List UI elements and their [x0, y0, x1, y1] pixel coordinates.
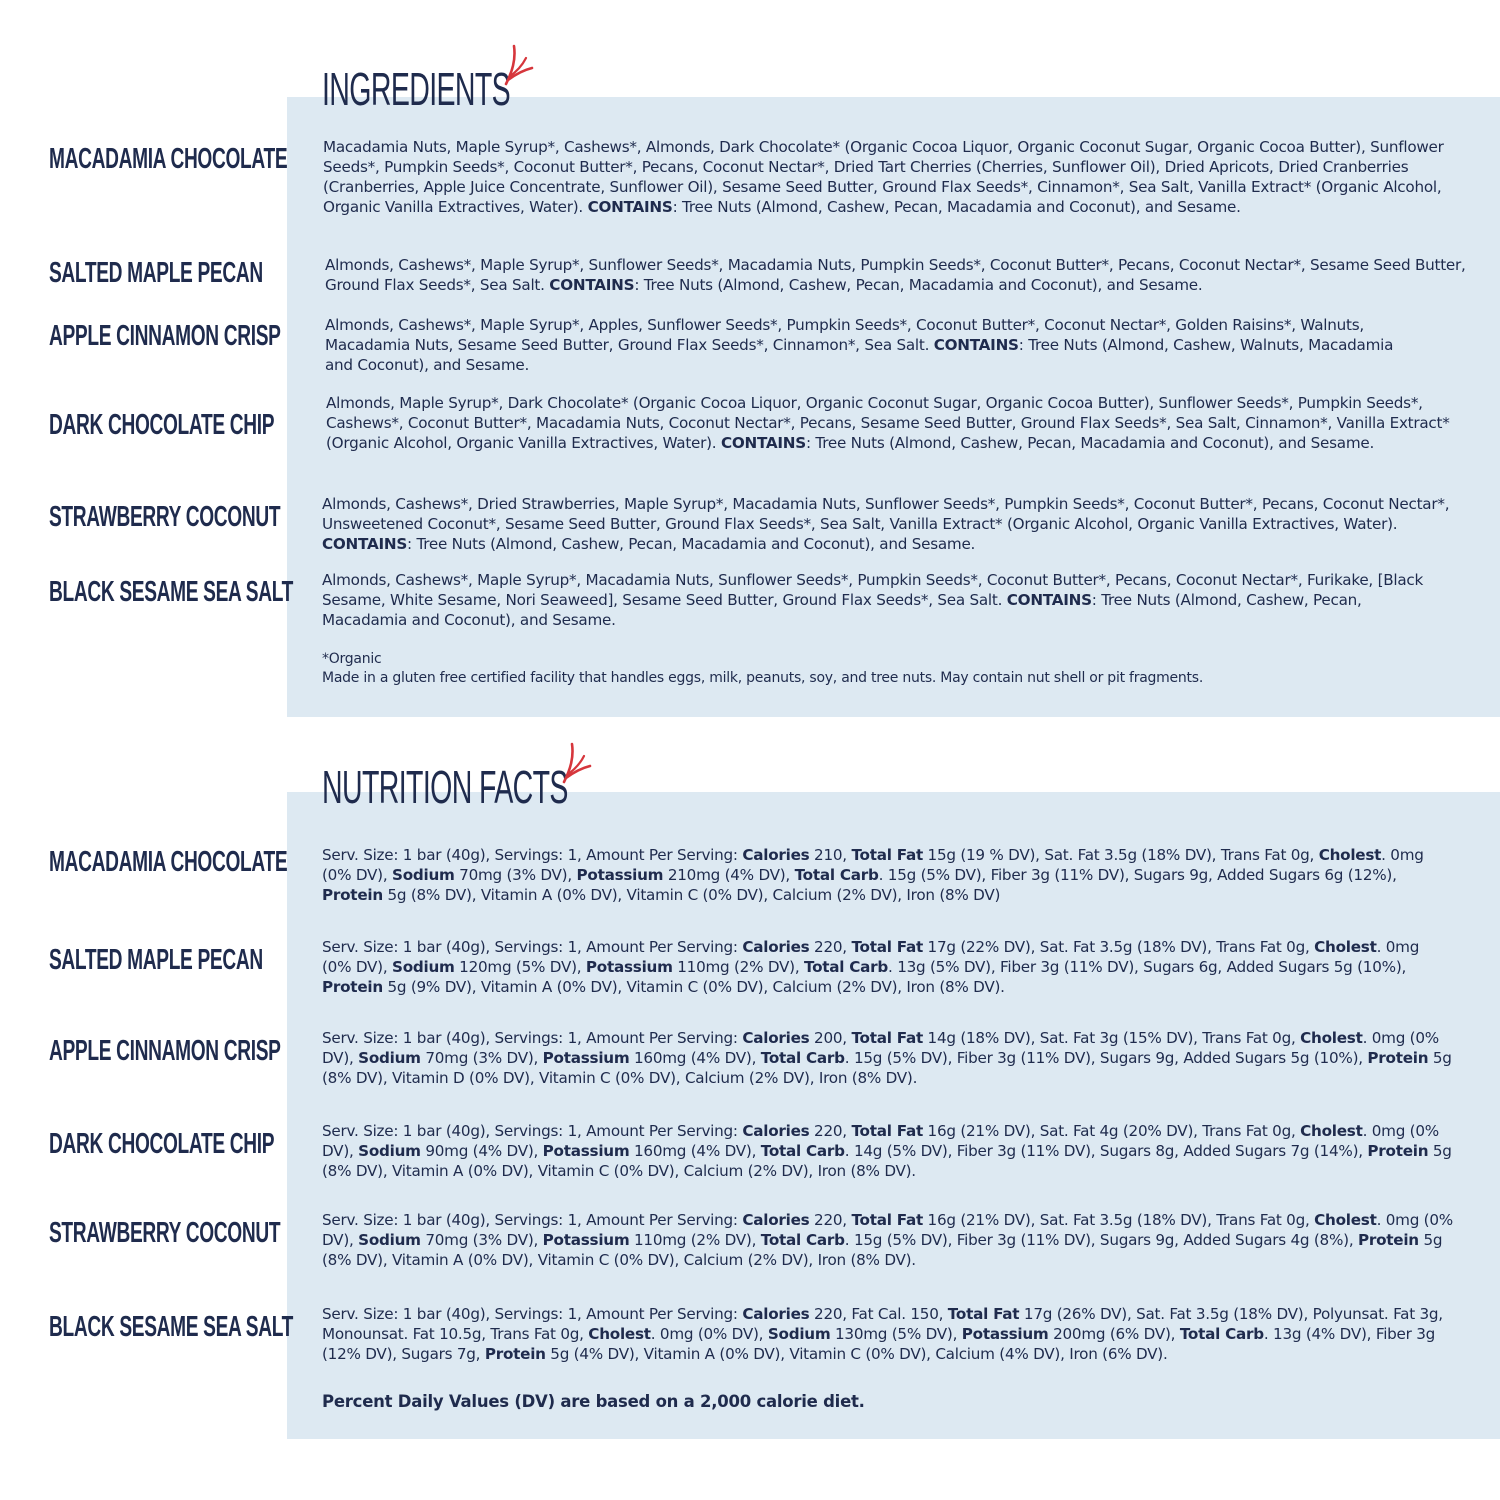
nutrient-value: . 15g (5% DV), Fiber 3g (11% DV), Sugars 9g, Added Sugars 6g (12%), — [878, 866, 1397, 884]
nutrient-value: . 14g (5% DV), Fiber 3g (11% DV), Sugars 8g, Added Sugars 7g (14%), — [844, 1142, 1368, 1160]
nutrient-label: Calories — [742, 1029, 810, 1047]
nutrition-title: NUTRITION FACTS — [322, 761, 568, 813]
ingredients-text: Almonds, Cashews*, Maple Syrup*, Apples, Sunflower Seeds*, Pumpkin Seeds*, Coconut Butter*, Coconut Nectar*, Golden Raisins*, Walnuts, Macadamia Nuts, Sesame Seed Butter, Ground Flax Seeds*, Cinnamon*, Sea Salt. CONTAINS: Tree Nuts (Almond, Cashew, Walnuts, Macadamia and Coconut), and Sesame. — [325, 316, 1394, 374]
nutrition-flavor-name: SALTED MAPLE PECAN — [49, 944, 263, 976]
nutrient-value: Serv. Size: 1 bar (40g), Servings: 1, Amount Per Serving: — [322, 1122, 743, 1140]
nutrient-label: Cholest — [1318, 846, 1382, 864]
nutrient-value: 70mg (3% DV), — [420, 1049, 543, 1067]
nutrient-value: Serv. Size: 1 bar (40g), Servings: 1, Amount Per Serving: — [322, 938, 743, 956]
flourish-icon — [500, 44, 534, 88]
nutrient-label: Potassium — [585, 958, 673, 976]
nutrient-value: 17g (26% DV), Sat. Fat 3.5g (18% DV), Polyunsat. Fat 3g, Monounsat. Fat 10.5g, Trans Fat 0g, — [322, 1305, 1443, 1343]
nutrient-label: Calories — [742, 846, 810, 864]
nutrition-text — [322, 937, 1452, 997]
nutrient-label: Total Carb — [760, 1231, 845, 1249]
nutrient-value: . 15g (5% DV), Fiber 3g (11% DV), Sugars 9g, Added Sugars 5g (10%), — [844, 1049, 1368, 1067]
nutrient-value: 70mg (3% DV), — [420, 1231, 543, 1249]
nutrient-value: 16g (21% DV), Sat. Fat 3.5g (18% DV), Trans Fat 0g, — [922, 1211, 1315, 1229]
nutrient-value: 210, — [809, 846, 852, 864]
facility-note: Made in a gluten free certified facility that handles eggs, milk, peanuts, soy, and tree nuts. May contain nut shell or pit fragments. — [322, 670, 1204, 686]
ingredients-footnote — [322, 650, 1472, 688]
nutrition-text — [322, 1304, 1472, 1364]
nutrient-label: Calories — [742, 1305, 810, 1323]
ingredients-text: Almonds, Maple Syrup*, Dark Chocolate* (Organic Cocoa Liquor, Organic Coconut Sugar, Organic Cocoa Butter), Sunflower Seeds*, Pumpkin Seeds*, Cashews*, Coconut Butter*, Macadamia Nuts, Coconut Nectar*, Pecans, Sesame Seed Butter, Ground Flax Seeds*, Sea Salt, Cinnamon*, Vanilla Extract* (Organic Alcohol, Organic Vanilla Extractives, Water). CONTAINS: Tree Nuts (Almond, Cashew, Pecan, Macadamia and Coconut), and Sesame. — [326, 394, 1450, 452]
ingredients-text: Almonds, Cashews*, Maple Syrup*, Sunflower Seeds*, Macadamia Nuts, Pumpkin Seeds*, Coconut Butter*, Pecans, Coconut Nectar*, Sesame Seed Butter, Ground Flax Seeds*, Sea Salt. CONTAINS: Tree Nuts (Almond, Cashew, Pecan, Macadamia and Coconut), and Sesame. — [325, 256, 1466, 294]
nutrient-value: . 13g (4% DV), Fiber 3g (12% DV), Sugars 7g, — [322, 1325, 1436, 1363]
nutrient-value: 14g (18% DV), Sat. Fat 3g (15% DV), Trans Fat 0g, — [922, 1029, 1301, 1047]
nutrient-label: Protein — [322, 978, 383, 996]
nutrient-value: 220, — [809, 938, 852, 956]
nutrition-text — [322, 1210, 1457, 1270]
nutrient-value: 5g (8% DV), Vitamin A (0% DV), Vitamin C (0% DV), Calcium (2% DV), Iron (8% DV) — [382, 886, 1001, 904]
nutrient-label: Total Fat — [851, 1211, 923, 1229]
nutrient-value: . 0mg (0% DV), — [322, 1122, 1439, 1160]
ingredients-title: INGREDIENTS — [322, 63, 511, 115]
nutrient-value: Serv. Size: 1 bar (40g), Servings: 1, Amount Per Serving: — [322, 846, 743, 864]
nutrient-value: 160mg (4% DV), — [629, 1142, 761, 1160]
ingredients-text: Macadamia Nuts, Maple Syrup*, Cashews*, Almonds, Dark Chocolate* (Organic Cocoa Liquor, Organic Coconut Sugar, Organic Cocoa Butter), Sunflower Seeds*, Pumpkin Seeds*, Coconut Butter*, Pecans, Coconut Nectar*, Dried Tart Cherries (Cherries, Sunflower Oil), Dried Apricots, Dried Cranberries (Cranberries, Apple Juice Concentrate, Sunflower Oil), Sesame Seed Butter, Ground Flax Seeds*, Cinnamon*, Sea Salt, Vanilla Extract* (Organic Alcohol, Organic Vanilla Extractives, Water). CONTAINS: Tree Nuts (Almond, Cashew, Pecan, Macadamia and Coconut), and Sesame. — [323, 138, 1444, 216]
nutrient-value: . 15g (5% DV), Fiber 3g (11% DV), Sugars 9g, Added Sugars 4g (8%), — [844, 1231, 1358, 1249]
nutrient-label: Sodium — [392, 958, 455, 976]
nutrient-value: 15g (19 % DV), Sat. Fat 3.5g (18% DV), Trans Fat 0g, — [922, 846, 1319, 864]
nutrient-value: 200, — [809, 1029, 852, 1047]
nutrient-value: 210mg (4% DV), — [663, 866, 795, 884]
ingredients-flavor-name: SALTED MAPLE PECAN — [49, 257, 263, 289]
nutrient-value: . 0mg (0% DV), — [322, 846, 1424, 884]
nutrient-label: Protein — [322, 886, 383, 904]
nutrition-flavor-name: DARK CHOCOLATE CHIP — [49, 1128, 275, 1160]
nutrient-value: 5g (8% DV), Vitamin A (0% DV), Vitamin C (0% DV), Calcium (2% DV), Iron (8% DV). — [322, 1142, 1452, 1180]
nutrient-label: Protein — [1367, 1142, 1429, 1160]
nutrient-label: Potassium — [542, 1049, 630, 1067]
nutrient-value: 5g (4% DV), Vitamin A (0% DV), Vitamin C (0% DV), Calcium (4% DV), Iron (6% DV). — [545, 1345, 1168, 1363]
nutrient-label: Total Carb — [760, 1142, 845, 1160]
nutrient-value: 120mg (5% DV), — [454, 958, 586, 976]
nutrient-label: Sodium — [358, 1231, 421, 1249]
nutrient-value: 5g (9% DV), Vitamin A (0% DV), Vitamin C (0% DV), Calcium (2% DV), Iron (8% DV). — [382, 978, 1005, 996]
nutrient-value: . 13g (5% DV), Fiber 3g (11% DV), Sugars 6g, Added Sugars 5g (10%), — [888, 958, 1407, 976]
ingredients-text: Almonds, Cashews*, Maple Syrup*, Macadamia Nuts, Sunflower Seeds*, Pumpkin Seeds*, Coconut Butter*, Pecans, Coconut Nectar*, Furikake, [Black Sesame, White Sesame, Nori Seaweed], Sesame Seed Butter, Ground Flax Seeds*, Sea Salt. CONTAINS: Tree Nuts (Almond, Cashew, Pecan, Macadamia and Coconut), and Sesame. — [322, 571, 1424, 629]
nutrient-value: 17g (22% DV), Sat. Fat 3.5g (18% DV), Trans Fat 0g, — [922, 938, 1315, 956]
nutrient-label: Sodium — [767, 1325, 831, 1343]
nutrition-flavor-name: BLACK SESAME SEA SALT — [49, 1311, 294, 1343]
ingredients-flavor-name: APPLE CINNAMON CRISP — [49, 320, 281, 352]
nutrient-label: Sodium — [392, 866, 455, 884]
flourish-icon — [558, 742, 592, 786]
nutrient-value: 110mg (2% DV), — [629, 1231, 761, 1249]
nutrient-label: Potassium — [542, 1142, 630, 1160]
ingredients-flavor-name: BLACK SESAME SEA SALT — [49, 576, 294, 608]
nutrient-value: 220, — [809, 1211, 852, 1229]
nutrient-label: Cholest — [1314, 938, 1377, 956]
nutrient-label: Total Carb — [794, 866, 879, 884]
nutrient-label: Total Carb — [760, 1049, 845, 1067]
nutrition-flavor-name: MACADAMIA CHOCOLATE — [49, 846, 288, 878]
nutrient-label: Total Fat — [851, 846, 923, 864]
nutrient-label: Calories — [742, 1211, 810, 1229]
organic-note: *Organic — [322, 651, 382, 667]
nutrient-value: 130mg (5% DV), — [830, 1325, 962, 1343]
nutrient-value: Serv. Size: 1 bar (40g), Servings: 1, Amount Per Serving: — [322, 1029, 743, 1047]
nutrition-flavor-name: STRAWBERRY COCONUT — [49, 1217, 281, 1249]
nutrient-label: Protein — [484, 1345, 546, 1363]
nutrient-value: . 0mg (0% DV), — [322, 1211, 1453, 1249]
nutrient-value: Serv. Size: 1 bar (40g), Servings: 1, Amount Per Serving: — [322, 1305, 743, 1323]
nutrient-value: 5g (8% DV), Vitamin D (0% DV), Vitamin C (0% DV), Calcium (2% DV), Iron (8% DV). — [322, 1049, 1452, 1087]
nutrient-value: 200mg (6% DV), — [1048, 1325, 1180, 1343]
nutrient-label: Cholest — [588, 1325, 651, 1343]
nutrient-label: Protein — [1357, 1231, 1419, 1249]
nutrient-label: Potassium — [542, 1231, 630, 1249]
nutrient-label: Total Fat — [851, 1029, 923, 1047]
nutrient-label: Total Fat — [851, 938, 923, 956]
nutrient-value: 5g (8% DV), Vitamin A (0% DV), Vitamin C (0% DV), Calcium (2% DV), Iron (8% DV). — [322, 1231, 1443, 1269]
nutrient-label: Cholest — [1300, 1122, 1363, 1140]
nutrient-label: Total Fat — [851, 1122, 923, 1140]
nutrient-label: Cholest — [1314, 1211, 1377, 1229]
ingredients-text: Almonds, Cashews*, Dried Strawberries, Maple Syrup*, Macadamia Nuts, Sunflower Seeds*, Pumpkin Seeds*, Coconut Butter*, Pecans, Coconut Nectar*, Unsweetened Coconut*, Sesame Seed Butter, Ground Flax Seeds*, Sea Salt, Vanilla Extract* (Organic Alcohol, Organic Vanilla Extractives, Water). CONTAINS: Tree Nuts (Almond, Cashew, Pecan, Macadamia and Coconut), and Sesame. — [322, 495, 1450, 553]
nutrition-flavor-name: APPLE CINNAMON CRISP — [49, 1035, 281, 1067]
dv-note: Percent Daily Values (DV) are based on a 2,000 calorie diet. — [322, 1392, 865, 1411]
nutrient-label: Sodium — [358, 1142, 421, 1160]
nutrient-value: 110mg (2% DV), — [672, 958, 804, 976]
nutrient-value: 16g (21% DV), Sat. Fat 4g (20% DV), Trans Fat 0g, — [922, 1122, 1301, 1140]
nutrient-value: 220, Fat Cal. 150, — [809, 1305, 948, 1323]
nutrient-label: Calories — [742, 938, 810, 956]
nutrient-label: Protein — [1367, 1049, 1429, 1067]
nutrient-label: Total Fat — [947, 1305, 1020, 1323]
nutrient-value: . 0mg (0% DV), — [650, 1325, 768, 1343]
ingredients-flavor-name: DARK CHOCOLATE CHIP — [49, 409, 275, 441]
nutrient-label: Cholest — [1300, 1029, 1363, 1047]
nutrient-label: Potassium — [961, 1325, 1049, 1343]
nutrition-text — [322, 1121, 1457, 1181]
nutrient-value: . 0mg (0% DV), — [322, 938, 1420, 976]
nutrient-label: Potassium — [576, 866, 664, 884]
nutrient-label: Sodium — [358, 1049, 421, 1067]
nutrition-text — [322, 845, 1452, 905]
nutrition-text — [322, 1028, 1457, 1088]
nutrient-label: Total Carb — [1179, 1325, 1264, 1343]
nutrient-label: Calories — [742, 1122, 810, 1140]
ingredients-flavor-name: MACADAMIA CHOCOLATE — [49, 143, 288, 175]
nutrient-value: 160mg (4% DV), — [629, 1049, 761, 1067]
nutrient-label: Total Carb — [804, 958, 889, 976]
nutrient-value: 220, — [809, 1122, 852, 1140]
nutrient-value: . 0mg (0% DV), — [322, 1029, 1439, 1067]
nutrient-value: Serv. Size: 1 bar (40g), Servings: 1, Amount Per Serving: — [322, 1211, 743, 1229]
nutrient-value: 70mg (3% DV), — [454, 866, 577, 884]
ingredients-flavor-name: STRAWBERRY COCONUT — [49, 501, 281, 533]
nutrient-value: 90mg (4% DV), — [420, 1142, 543, 1160]
